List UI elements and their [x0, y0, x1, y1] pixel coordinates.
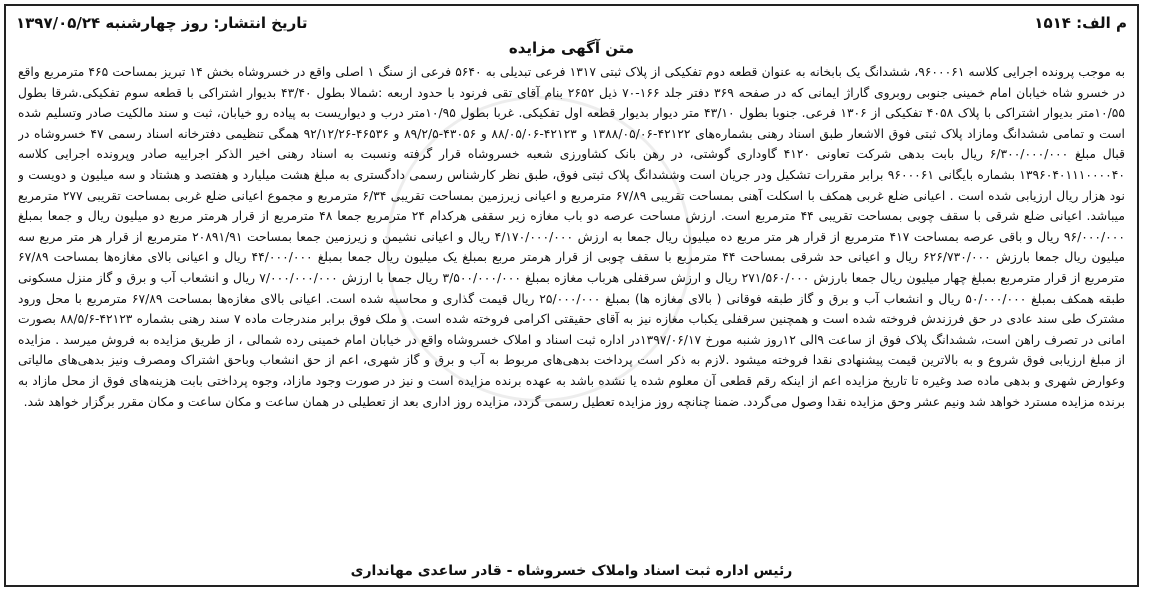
notice-number: م الف: ۱۵۱۴: [1034, 14, 1127, 32]
notice-header: [16, 14, 1127, 38]
publish-date: تاریخ انتشار: روز چهارشنبه ۱۳۹۷/۰۵/۲۴: [16, 14, 308, 32]
notice-title: متن آگهی مزایده: [508, 39, 635, 57]
notice-body-text: به موجب پرونده اجرایی کلاسه ۹۶۰۰۰۶۱، ششدانگ یک بابخانه به عنوان قطعه دوم تفکیکی از پلاک ثبتی ۱۳۱۷ فرعی تبدیلی به ۵۶۴۰ فرعی از سنگ ۱ اصلی واقع در خسروشاه بخش ۱۴ تبریز بمساحت ۴۶۵ مترمربع واقع در خسرو شاه خیابان امام خمینی جنوبی روبروی گاراژ ایمانی که در صفحه ۳۶۹ دفتر جلد ۱۶۶-۷۰ ذیل ۲۶۵۲ بنام آقای تقی فرنود با حدود اربعه :شمالا بطول ۴۳/۴۰ بدیوار اشتراکی با قطعه سوم تفکیکی.شرقا بطول ۱۰/۵۵متر بدیوار اشتراکی با پلاک ۴۰۵۸ تفکیکی از ۱۳۰۶ فرعی. جنوبا بطول ۴۳/۱۰ متر دیوار بدیوار قطعه اول تفکیکی. غربا بطول ۱۰/۹۵متر درب و دیواریست به پیاده رو خیابان، ثبت و سند مالکیت صادر وتسلیم شده است و تمامی ششدانگ ومازاد پلاک ثبتی فوق الاشعار طبق اسناد رهنی بشماره‌های ۴۲۱۲۲-۱۳۸۸/۰۵/۰۶ و ۴۲۱۲۳-۸۸/۰۵/۰۶ و ۴۳۰۵۶-۸۹/۲/۵ و ۴۶۵۳۶-۹۲/۱۲/۲۶ همگی تنظیمی دفترخانه اسناد رسمی ۴۷ خسروشاه در قبال مبلغ ۶/۳۰۰/۰۰۰/۰۰۰ ریال بابت بدهی شرکت تعاونی ۴۱۲۰ گاوداری گوشتی، در رهن بانک کشاورزی شعبه خسروشاه قرار گرفته ونسبت به اسناد رهنی اخیر الذکر اجراییه صادر وپرونده اجرایی کلاسه ۱۳۹۶۰۴۰۱۱۱۰۰۰۰۴۰ بشماره بایگانی ۹۶۰۰۰۶۱ برابر مقررات تشکیل ودر جریان است وششدانگ پلاک ثبتی فوق، طبق نظر کارشناس رسمی دادگستری به مبلغ هشت میلیارد و هفتصد و هشتاد و سه میلیون و دویست و نود هزار ریال ارزیابی شده است . اعیانی ضلع غربی همکف با اسکلت آهنی بمساحت تقریبی ۶۷/۸۹ مترمربع و اعیانی زیرزمین بمساحت تقریبی ۶/۳۴ مترمربع و مجموع اعیانی ضلع غربی بمساحت تقریبی ۲۷۷ مترمربع میباشد. اعیانی ضلع شرقی با سقف چوبی بمساحت تقریبی ۴۴ مترمربع است. ارزش مساحت عرصه دو باب مغازه زیر سقفی هرکدام ۲۴ مترمربع جمعا ۴۸ مترمربع از قرار هرمتر مربع دو میلیون ریال و جمعا بمبلغ ۹۶/۰۰۰/۰۰۰ ریال و باقی عرصه بمساحت ۴۱۷ مترمربع از قرار هر متر مربع ده میلیون ریال جمعا به ارزش ۴/۱۷۰/۰۰۰/۰۰۰ ریال و اعیانی نشیمن و زیرزمین جمعا بمساحت ۲۰۸۹۱/۹۱ مترمربع از قرار هر متر مربع سه میلیون ریال جمعا بارزش ۶۲۶/۷۳۰/۰۰۰ ریال و اعیانی حد شرقی بمساحت ۴۴ مترمربع با سقف چوبی از قرار هرمتر مربع بمبلغ یک میلیون ریال جمعا بمبلغ ۴۴/۰۰۰/۰۰۰ ریال و اعیانی بالای مغازه‌ها بمساحت ۶۷/۸۹ مترمربع از قرار مترمربع بمبلغ چهار میلیون ریال جمعا بارزش ۲۷۱/۵۶۰/۰۰۰ ریال و ارزش سرقفلی هرباب مغازه بمبلغ ۳/۵۰۰/۰۰۰/۰۰۰ ریال جمعا با ارزش ۷/۰۰۰/۰۰۰/۰۰۰ ریال و انشعاب آب و برق و گاز منزل مسکونی طبقه همکف بمبلغ ۵۰/۰۰۰/۰۰۰ ریال و انشعاب آب و برق و گاز طبقه فوقانی ( بالای مغازه ها) بمبلغ ۲۵/۰۰۰/۰۰۰ ریال قیمت گذاری و محاسبه شده است. اعیانی بالای مغازه‌ها بمساحت ۶۷/۸۹ مترمربع با محل ورود مشترک طی سند عادی در حق فرزندش فروخته شده است و همچنین سرقفلی یکباب مغازه نیز به آقای حقیقتی اکرامی فروخته شده است. و ملک فوق برابر مندرجات ماده ۷ سند رهنی بشماره ۴۲۱۲۳-۸۸/۵/۶ بصورت امانی در تصرف راهن است، ششدانگ پلاک فوق از ساعت ۹الی ۱۲روز شنبه مورخ ۱۳۹۷/۰۶/۱۷در اداره ثبت اسناد و املاک خسروشاه واقع در خیابان امام خمینی رده شمالی ، از طریق مزایده به فروش میرسد . مزایده از مبلغ ارزیابی فوق شروع و به بالاترین قیمت پیشنهادی نقدا فروخته میشود .لازم به ذکر است پرداخت بدهی‌های مربوط به آب و برق و گاز شهری، اعم از حق انشعاب وباحق اشتراک ومصرف ونیز بدهی‌های مالیاتی وعوارض شهری و بدهی ماده صد وغیره تا تاریخ مزایده اعم از اینکه رقم قطعی آن معلوم شده یا نشده باشد به عهده برنده مزایده است و نیز در صورت وجود مازاد، وجوه پرداختی بابت هزینه‌های فوق از محل مازاد به برنده مزایده مسترد خواهد شد ونیم عشر وحق مزایده نقدا وصول می‌گردد. ضمنا چنانچه روز مزایده تعطیل رسمی گردد، مزایده روز اداری بعد از تعطیلی در همان ساعت و مکان ساعت و مکان مقرر برگزار خواهد شد.: [18, 65, 1125, 409]
auction-notice: [4, 4, 1139, 587]
signature-line: رئیس اداره ثبت اسناد واملاک خسروشاه - قادر ساعدی مهانداری: [350, 563, 793, 579]
